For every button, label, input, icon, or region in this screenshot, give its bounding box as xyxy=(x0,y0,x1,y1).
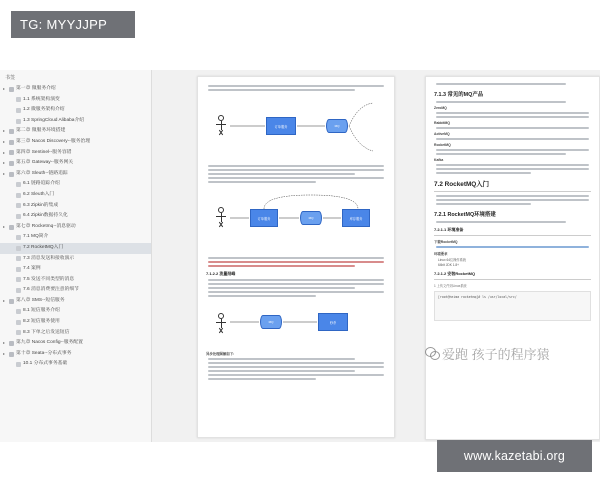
wechat-icon xyxy=(425,347,439,359)
bookmark-label: 第六章 Sleuth--链路追踪 xyxy=(16,170,68,176)
code-line: [root@heima rocketmq]# ls /usr/local/src/ xyxy=(438,295,517,299)
code-block xyxy=(434,291,591,321)
bookmark-label: 第一章 微服务介绍 xyxy=(16,86,56,91)
bookmark-icon xyxy=(16,119,21,124)
bookmark-item[interactable] xyxy=(0,317,151,328)
bookmark-item[interactable] xyxy=(0,222,151,233)
bookmark-sidebar xyxy=(0,70,152,442)
diagram-decoupling xyxy=(208,95,384,161)
bookmark-item[interactable] xyxy=(0,84,151,95)
product-name: Kafka xyxy=(434,158,444,162)
pdf-page-left xyxy=(197,76,395,438)
chevron-right-icon[interactable]: ▸ xyxy=(3,297,6,303)
chevron-right-icon[interactable]: ▸ xyxy=(3,170,6,176)
bookmark-item[interactable] xyxy=(0,275,151,286)
bookmark-icon xyxy=(16,277,21,282)
section-subheading: 异步处理图解如下: xyxy=(206,352,235,356)
bookmark-label: 第九章 Nacos Config--服务配置 xyxy=(16,340,83,346)
bookmark-item[interactable] xyxy=(0,116,151,127)
bookmark-icon xyxy=(9,161,14,166)
bookmark-icon xyxy=(16,267,21,272)
product-name: ZeroMQ xyxy=(434,106,447,110)
bookmark-icon xyxy=(9,129,14,134)
diagram-service-box: 订单服务 xyxy=(250,209,278,227)
bookmark-icon xyxy=(16,214,21,219)
bookmark-label: 8.2 短信服务使用 xyxy=(23,319,60,325)
diagram-arrows xyxy=(208,301,386,347)
product-name: RabbitMQ xyxy=(434,121,451,125)
bookmark-label: 6.2 Sleuth入门 xyxy=(23,191,55,197)
bookmark-item[interactable] xyxy=(0,306,151,317)
bookmark-item[interactable] xyxy=(0,169,151,180)
install-step: 1 上传文件到Linux系统 xyxy=(434,284,467,288)
bookmark-list xyxy=(0,84,151,370)
bookmark-label: 6.4 Zipkin数据持久化 xyxy=(23,213,68,219)
bookmark-item[interactable] xyxy=(0,349,151,360)
bookmark-item[interactable] xyxy=(0,211,151,222)
bookmark-item[interactable] xyxy=(0,105,151,116)
bookmark-label: 第七章 Rocketmq--消息驱动 xyxy=(16,223,76,229)
bookmark-label: 1.3 SpringCloud Alibaba介绍 xyxy=(23,117,85,123)
bookmark-label: 8.1 短信服务介绍 xyxy=(23,308,60,314)
bookmark-item[interactable] xyxy=(0,158,151,169)
bookmark-icon xyxy=(16,193,21,198)
bookmark-label: 7.2 RocketMQ入门 xyxy=(23,244,64,250)
bookmark-label: 第十章 Seata--分布式事务 xyxy=(16,350,72,356)
bookmark-icon xyxy=(16,330,21,335)
bookmark-icon xyxy=(9,87,14,92)
pdf-viewer xyxy=(0,70,600,442)
bookmark-label: 7.6 消息消费要注意的细节 xyxy=(23,287,79,293)
bookmark-item[interactable] xyxy=(0,137,151,148)
diagram-arrows xyxy=(208,187,386,253)
bookmark-label: 第五章 Gateway--服务网关 xyxy=(16,160,74,166)
env-item: Linux 64位操作系统 xyxy=(438,258,466,262)
bookmark-item[interactable] xyxy=(0,285,151,296)
bookmark-icon xyxy=(9,225,14,230)
bookmark-label: 6.3 Zipkin的集成 xyxy=(23,202,59,208)
watermark-text: 爱跑 孩子的程序猿 xyxy=(442,346,550,362)
diagram-service-box: 库存服务 xyxy=(342,209,370,227)
diagram-service-box: 订单服务 xyxy=(266,117,296,135)
bookmark-item[interactable] xyxy=(0,359,151,370)
env-label: 环境要求 xyxy=(434,252,448,256)
section-heading: 7.2.1 RocketMQ环境搭建 xyxy=(434,212,496,218)
chevron-right-icon[interactable]: ▸ xyxy=(3,149,6,155)
bookmark-icon xyxy=(16,203,21,208)
bookmark-icon xyxy=(16,362,21,367)
bookmark-icon xyxy=(16,182,21,187)
sidebar-title: 书签 xyxy=(5,75,16,81)
chevron-right-icon[interactable]: ▸ xyxy=(3,138,6,144)
bookmark-item[interactable] xyxy=(0,201,151,212)
bookmark-label: 第四章 Sentinel--服务容错 xyxy=(16,149,72,155)
bookmark-item[interactable] xyxy=(0,264,151,275)
bookmark-label: 1.1 系统架构演变 xyxy=(23,96,60,102)
diagram-service-box: 秒杀 xyxy=(318,313,348,331)
bookmark-label: 第八章 SMS--短信服务 xyxy=(16,297,65,303)
download-label: 下载RocketMQ xyxy=(434,240,458,244)
chevron-right-icon[interactable]: ▸ xyxy=(3,128,6,134)
bookmark-icon xyxy=(16,108,21,113)
bookmark-item[interactable] xyxy=(0,179,151,190)
bookmark-item[interactable] xyxy=(0,296,151,307)
bookmark-item[interactable] xyxy=(0,95,151,106)
tg-tag-label: TG: MYYJJPP xyxy=(11,11,135,38)
bookmark-icon xyxy=(16,235,21,240)
section-heading: 7.1.3 常见的MQ产品 xyxy=(434,92,484,98)
bookmark-item[interactable] xyxy=(0,328,151,339)
bookmark-label: 7.1 MQ简介 xyxy=(23,234,49,240)
bookmark-item[interactable] xyxy=(0,190,151,201)
bookmark-item[interactable] xyxy=(0,338,151,349)
bookmark-icon xyxy=(16,246,21,251)
bookmark-icon xyxy=(9,150,14,155)
bookmark-label: 1.2 微服务架构介绍 xyxy=(23,107,65,113)
bookmark-label: 6.1 链路追踪介绍 xyxy=(23,181,60,187)
pdf-page-right xyxy=(425,76,600,440)
bookmark-icon xyxy=(9,299,14,304)
section-heading: 7.1.2.2 流量削峰 xyxy=(206,271,236,276)
bookmark-label: 7.4 案例 xyxy=(23,266,41,272)
bookmark-label: 第三章 Nacos Discovery--服务治理 xyxy=(16,138,91,144)
diagram-mq-cylinder: MQ xyxy=(260,315,282,329)
bookmark-label: 第二章 微服务环境搭建 xyxy=(16,128,66,134)
bookmark-icon xyxy=(16,309,21,314)
diagram-mq-cylinder: MQ xyxy=(300,211,322,225)
site-url-label: www.kazetabi.org xyxy=(437,440,592,472)
chevron-right-icon[interactable]: ▸ xyxy=(3,350,6,356)
bookmark-icon xyxy=(9,172,14,177)
section-heading: 7.2.1.2 安装RocketMQ xyxy=(434,271,476,276)
bookmark-label: 7.3 消息发送和接收演示 xyxy=(23,255,75,261)
bookmark-icon xyxy=(9,352,14,357)
product-name: ActiveMQ xyxy=(434,132,450,136)
bookmark-icon xyxy=(16,97,21,102)
bookmark-icon xyxy=(16,320,21,325)
bookmark-item[interactable] xyxy=(0,243,151,254)
env-item: 64bit JDK 1.8+ xyxy=(438,263,459,267)
chevron-right-icon[interactable]: ▸ xyxy=(3,340,6,346)
download-link[interactable] xyxy=(436,246,589,248)
bookmark-icon xyxy=(16,256,21,261)
chevron-right-icon[interactable]: ▸ xyxy=(3,86,6,91)
wechat-watermark xyxy=(425,342,600,364)
bookmark-icon xyxy=(9,140,14,145)
bookmark-label: 8.3 下单之后发送短信 xyxy=(23,329,70,335)
bookmark-label: 7.5 发送不同类型的消息 xyxy=(23,276,75,282)
bookmark-item[interactable] xyxy=(0,148,151,159)
bookmark-icon xyxy=(16,288,21,293)
bookmark-item[interactable] xyxy=(0,126,151,137)
bookmark-item[interactable] xyxy=(0,232,151,243)
chevron-right-icon[interactable]: ▸ xyxy=(3,223,6,229)
diagram-mq-cylinder: MQ xyxy=(326,119,348,133)
chevron-right-icon[interactable]: ▸ xyxy=(3,160,6,166)
diagram-arrows xyxy=(208,95,386,161)
diagram-async xyxy=(208,187,384,253)
product-name: RocketMQ xyxy=(434,143,451,147)
bookmark-item[interactable] xyxy=(0,254,151,265)
section-heading: 7.2.1.1 环境准备 xyxy=(434,227,464,232)
section-heading: 7.2 RocketMQ入门 xyxy=(434,181,490,188)
bookmark-label: 10.1 分布式事务基础 xyxy=(23,361,68,367)
bookmark-icon xyxy=(9,341,14,346)
diagram-peak-shaving xyxy=(208,301,384,347)
